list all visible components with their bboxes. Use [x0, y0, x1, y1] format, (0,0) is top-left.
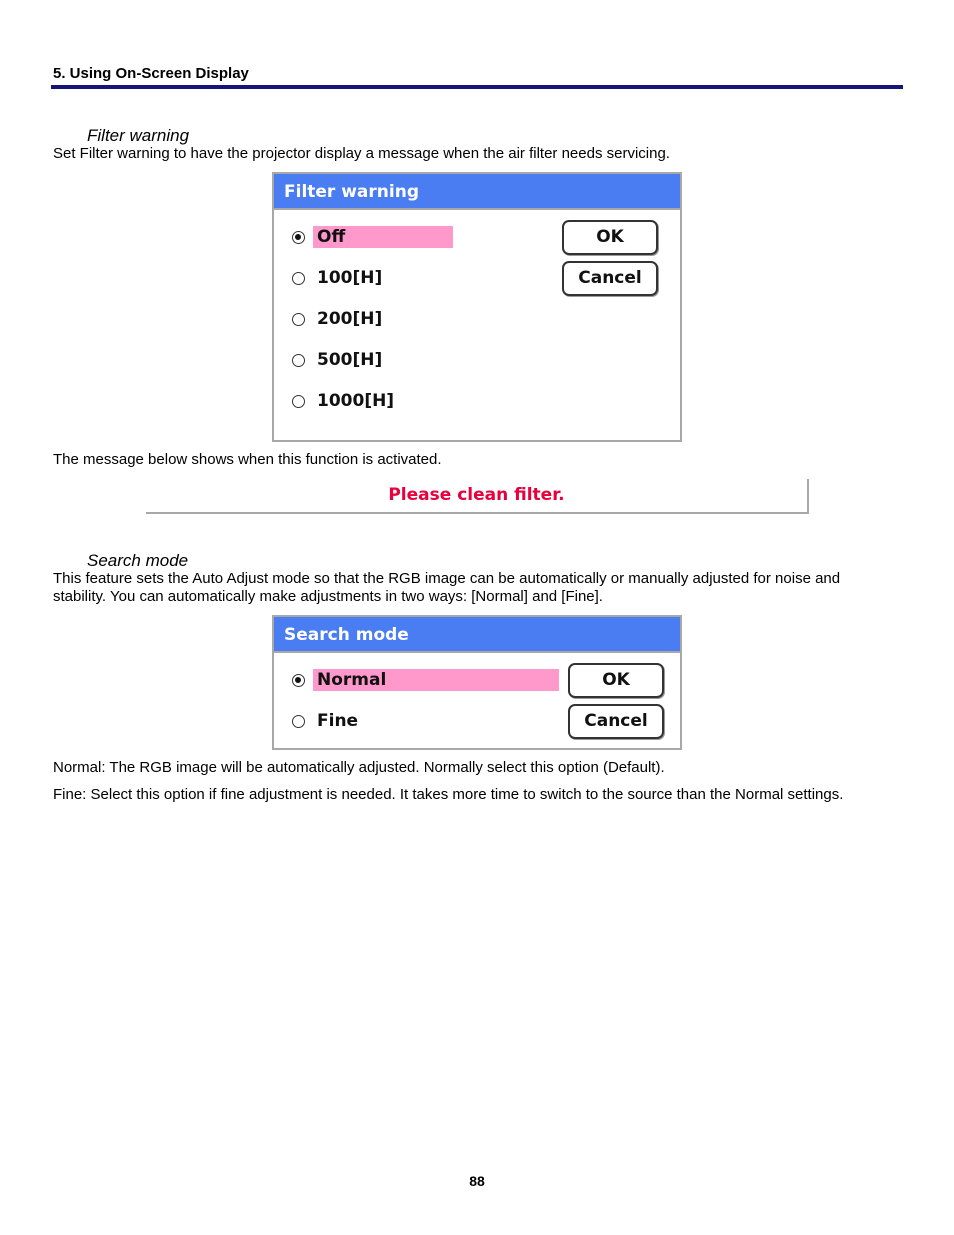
option-label: Fine — [317, 711, 359, 731]
search-mode-dialog — [272, 615, 682, 750]
option-label: Off — [313, 226, 453, 248]
option-label: Normal — [313, 669, 559, 691]
radio-icon[interactable] — [292, 715, 305, 728]
search-option-normal[interactable] — [292, 669, 559, 691]
cancel-button[interactable]: Cancel — [568, 704, 664, 739]
radio-icon[interactable] — [292, 354, 305, 367]
dialog-title: Search mode — [274, 617, 680, 653]
header-rule — [51, 85, 903, 89]
filter-warning-dialog — [272, 172, 682, 442]
option-label: 1000[H] — [317, 391, 395, 411]
fine-note: Fine: Select this option if fine adjustment is needed. It takes more time to switch to the source than the Normal settings. — [53, 786, 844, 803]
normal-note: Normal: The RGB image will be automatically adjusted. Normally select this option (Default). — [53, 759, 665, 776]
dialog-title: Filter warning — [274, 174, 680, 210]
filter-message-text: Please clean filter. — [388, 485, 565, 505]
ok-button[interactable]: OK — [568, 663, 664, 698]
dialog-divider — [274, 208, 680, 210]
radio-checked-icon[interactable] — [292, 674, 305, 687]
option-label: 200[H] — [317, 309, 383, 329]
filter-warning-heading: Filter warning — [87, 126, 190, 145]
search-option-fine[interactable] — [292, 710, 358, 732]
filter-message-bar — [146, 479, 809, 514]
option-label: 500[H] — [317, 350, 383, 370]
filter-option-200h[interactable] — [292, 308, 382, 330]
option-label: 100[H] — [317, 268, 383, 288]
filter-warning-description: Set Filter warning to have the projector display a message when the air filter needs servicing. — [53, 145, 670, 162]
page-number: 88 — [469, 1173, 485, 1189]
activation-note: The message below shows when this function is activated. — [53, 451, 442, 468]
filter-option-500h[interactable] — [292, 349, 382, 371]
cancel-button[interactable]: Cancel — [562, 261, 658, 296]
ok-button[interactable]: OK — [562, 220, 658, 255]
search-mode-heading: Search mode — [87, 551, 189, 570]
radio-checked-icon[interactable] — [292, 231, 305, 244]
filter-option-1000h[interactable] — [292, 390, 394, 412]
filter-option-100h[interactable] — [292, 267, 382, 289]
radio-icon[interactable] — [292, 313, 305, 326]
radio-icon[interactable] — [292, 272, 305, 285]
radio-icon[interactable] — [292, 395, 305, 408]
search-mode-description-line1: This feature sets the Auto Adjust mode so that the RGB image can be automatically or manually adjusted for noise and — [53, 570, 841, 587]
search-mode-description-line2: stability. You can automatically make adjustments in two ways: [Normal] and [Fine]. — [53, 588, 603, 605]
filter-option-off[interactable] — [292, 226, 453, 248]
dialog-divider — [274, 651, 680, 653]
section-header: 5. Using On-Screen Display — [53, 65, 249, 82]
